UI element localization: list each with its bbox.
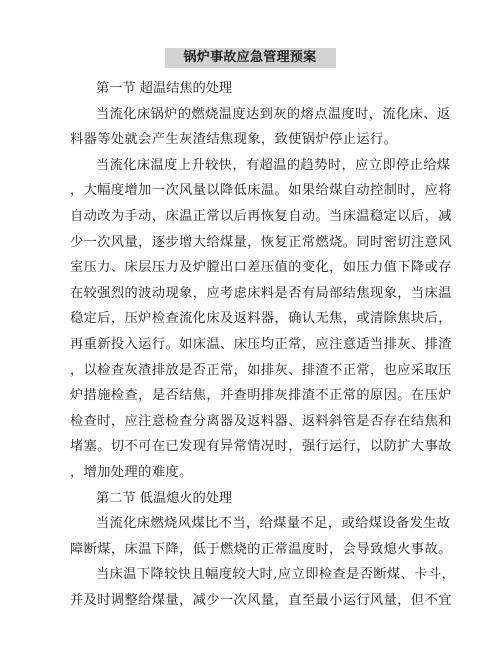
- paragraph-1-2: [70, 153, 452, 486]
- text-line: 在较强烈的波动现象，应考虑床料是否有局部结焦现象，当床温: [70, 285, 452, 301]
- text-line: ，增加处理的难度。: [70, 464, 193, 480]
- section-heading-1: 第一节 超温结焦的处理: [96, 81, 233, 96]
- text-line: 自动改为手动，床温正常以后再恢复自动。当床温稳定以后，减: [70, 208, 452, 224]
- text-line: 堵塞。切不可在已发现有异常情况时，强行运行，以防扩大事故: [70, 439, 452, 455]
- text-line: 当流化床锅炉的燃烧温度达到灰的熔点温度时，流化床、返: [96, 106, 451, 122]
- text-line: 并及时调整给煤量，减少一次风量，直至最小运行风量，但不宜: [70, 592, 452, 608]
- section-heading-2: 第二节 低温熄火的处理: [96, 490, 233, 506]
- text-line: 当流化床温度上升较快，有超温的趋势时，应立即停止给煤: [96, 157, 451, 173]
- text-line: 障断煤，床温下降，低于燃烧的正常温度时，会导致熄火事故。: [70, 541, 452, 557]
- text-line: 当床温下降较快且幅度较大时,应立即检查是否断煤、卡斗，: [96, 567, 456, 583]
- text-line: 室压力、床层压力及炉膛出口差压值的变化，如压力值下降或存: [70, 260, 452, 276]
- text-line: 料器等处就会产生灰渣结焦现象，致使锅炉停止运行。: [70, 132, 398, 148]
- text-line: ，大幅度增加一次风量以降低床温。如果给煤自动控制时，应将: [70, 183, 452, 199]
- text-line: 检查时，应注意检查分离器及返料器、返料斜管是否存在结焦和: [70, 413, 452, 429]
- text-line: 炉措施检查，是否结焦，并查明排灰排渣不正常的原因。在压炉: [70, 388, 452, 404]
- text-line: 稳定后，压炉检查流化床及返料器，确认无焦，或清除焦块后，: [70, 311, 452, 327]
- paragraph-2-2: [70, 562, 456, 613]
- paragraph-2-1: [70, 511, 452, 562]
- text-line: ，以检查灰渣排放是否正常，如排灰、排渣不正常，也应采取压: [70, 362, 452, 378]
- document-title: 锅炉事故应急管理预案: [165, 48, 336, 68]
- text-line: 少一次风量，逐步增大给煤量，恢复正常燃烧。同时密切注意风: [70, 234, 452, 250]
- paragraph-1-1: [70, 102, 451, 153]
- text-line: 再重新投入运行。如床温、床压均正常，应注意适当排灰、排渣: [70, 336, 452, 352]
- text-line: 当流化床燃烧风煤比不当，给煤量不足，或给煤设备发生故: [96, 516, 451, 532]
